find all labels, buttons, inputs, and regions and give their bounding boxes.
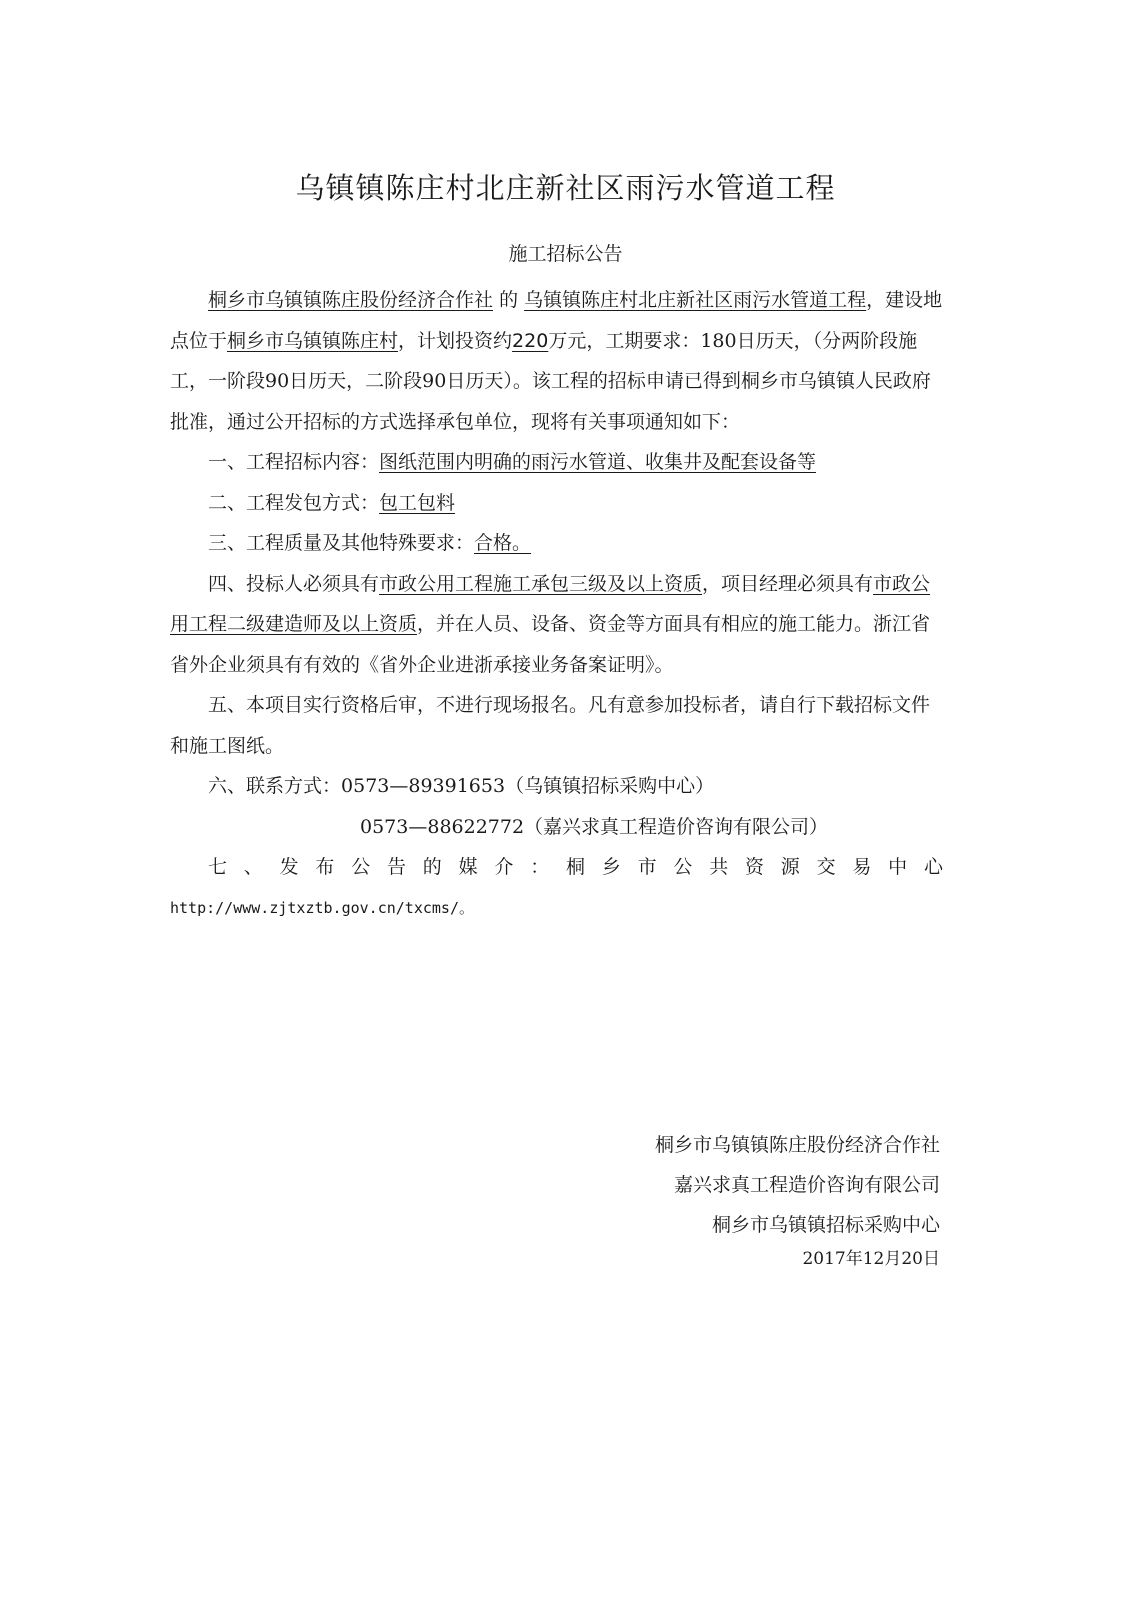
intro-paragraph [170, 280, 945, 442]
item-6-label: 六、联系方式： [208, 775, 342, 797]
item-1-label: 一、工程招标内容： [208, 451, 380, 473]
item-4-qual1: 市政公用工程施工承包三级及以上资质 [379, 572, 703, 595]
invest-prefix: ，计划投资约 [398, 329, 513, 352]
item-1-value: 图纸范围内明确的雨污水管道、收集井及配套设备等 [379, 451, 817, 473]
signature-org-3: 桐乡市乌镇镇招标采购中心 [711, 1214, 940, 1236]
notice-body [170, 280, 945, 928]
item-3 [170, 523, 945, 564]
signature-org-1: 桐乡市乌镇镇陈庄股份经济合作社 [654, 1134, 940, 1156]
item-4-part1: 四、投标人必须具有 [208, 572, 380, 595]
location-prefix: ，建设地点位于 [170, 289, 943, 352]
item-2-value: 包工包料 [379, 491, 456, 514]
item-2-label: 二、工程发包方式： [208, 491, 380, 514]
owner-name: 桐乡市乌镇镇陈庄股份经济合作社 [208, 289, 494, 311]
item-5: 五、本项目实行资格后审，不进行现场报名。凡有意参加投标者，请自行下载招标文件和施工图纸。 [170, 694, 931, 757]
item-4-part2: ，项目经理必须具有 [702, 572, 874, 595]
contact-2: 0573—88622772（嘉兴求真工程造价咨询有限公司） [360, 815, 829, 838]
item-4 [170, 564, 945, 686]
media-url[interactable]: http://www.zjtxztb.gov.cn/txcms/。 [170, 898, 474, 917]
item-4-part3: ，并在人员、设备、资金等方面具有相应的施工能力。浙江省省外企业须具有有效的《省外企业进浙承接业务备案证明》。 [170, 613, 931, 676]
item-3-label: 三、工程质量及其他特殊要求： [208, 532, 475, 554]
item-1 [170, 442, 945, 483]
page-title: 乌镇镇陈庄村北庄新社区雨污水管道工程 [295, 171, 836, 205]
item-7: 七、发布公告的媒介：桐乡市公共资源交易中心 [208, 856, 945, 878]
project-name: 乌镇镇陈庄村北庄新社区雨污水管道工程 [524, 289, 867, 311]
intro-rest: 万元，工期要求：180日历天，（分两阶段施工，一阶段90日历天，二阶段90日历天）。该工程的招标申请已得到桐乡市乌镇镇人民政府批准，通过公开招标的方式选择承包单位，现将有关事项通知如下： [170, 329, 931, 433]
project-location: 桐乡市乌镇镇陈庄村 [227, 329, 399, 352]
item-3-value: 合格。 [474, 532, 532, 554]
item-2 [170, 483, 945, 524]
intro-de: 的 [499, 289, 519, 311]
item-4-qual2: 市政公用工程二级建造师及以上资质 [170, 572, 931, 635]
signature-date: 2017年12月20日 [802, 1249, 940, 1269]
item-6 [170, 766, 945, 807]
contact-1: 0573—89391653（乌镇镇招标采购中心） [341, 775, 715, 797]
page-subtitle: 施工招标公告 [508, 243, 623, 265]
signature-org-2: 嘉兴求真工程造价咨询有限公司 [673, 1174, 940, 1196]
signature-block [540, 1125, 940, 1273]
invest-amount: 220 [512, 329, 549, 352]
